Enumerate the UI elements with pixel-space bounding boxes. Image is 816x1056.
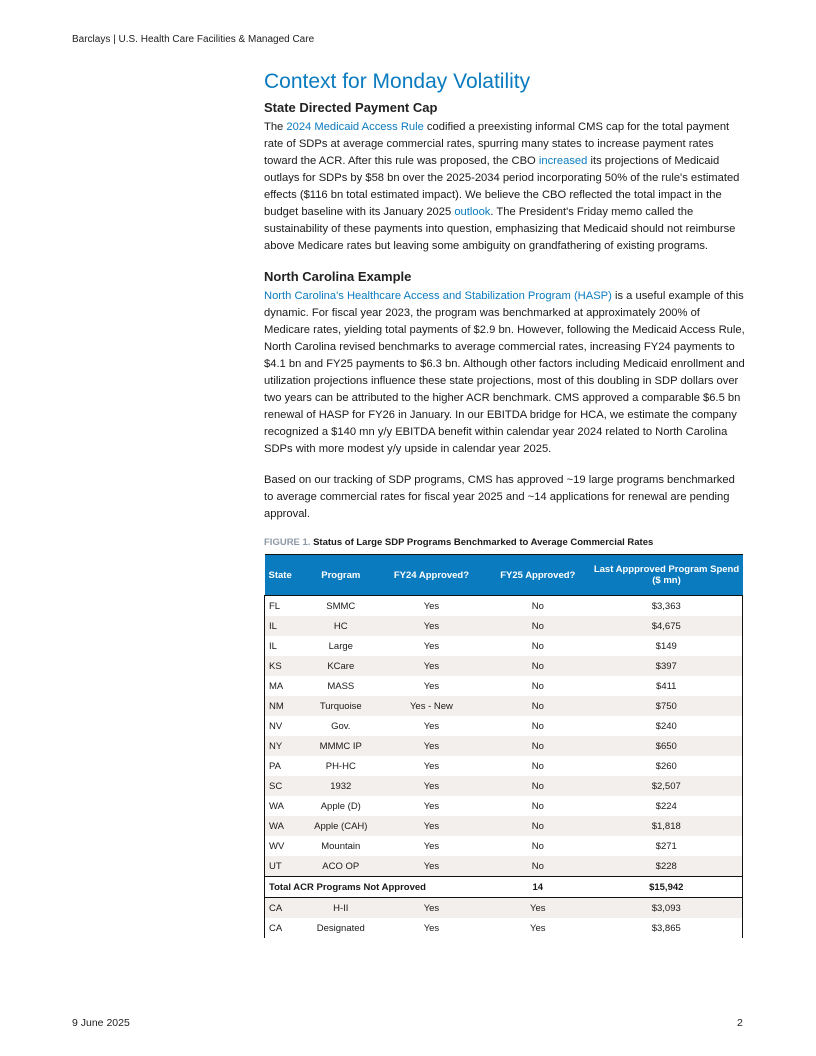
table-row bbox=[265, 616, 743, 636]
table-cell: $3,363 bbox=[651, 600, 681, 612]
table-row bbox=[265, 696, 743, 716]
table-cell: No bbox=[485, 616, 590, 636]
table-cell: MASS bbox=[327, 680, 355, 692]
table-cell: No bbox=[531, 600, 544, 612]
table-cell: WV bbox=[269, 840, 285, 852]
figure-label: FIGURE 1. bbox=[264, 537, 311, 548]
table-row bbox=[265, 836, 743, 856]
table-row bbox=[265, 636, 743, 656]
table-cell: 1932 bbox=[304, 776, 378, 796]
table-cell: Yes bbox=[423, 680, 440, 692]
table-cell: Gov. bbox=[331, 720, 351, 732]
running-header: Barclays | U.S. Health Care Facilities & Managed Care bbox=[72, 34, 315, 45]
table-cell: No bbox=[485, 856, 590, 877]
table-cell: H-II bbox=[304, 898, 378, 919]
table-cell: $2,507 bbox=[591, 776, 743, 796]
figure-caption: Status of Large SDP Programs Benchmarked to Average Commercial Rates bbox=[313, 537, 654, 548]
table-cell: Yes bbox=[530, 922, 546, 934]
table-cell: SC bbox=[265, 776, 304, 796]
table-cell: $149 bbox=[655, 640, 677, 652]
footer-date: 9 June 2025 bbox=[72, 1017, 130, 1029]
table-cell: Yes bbox=[423, 720, 440, 732]
table-cell: Apple (D) bbox=[320, 800, 361, 812]
table-row bbox=[265, 676, 743, 696]
table-cell: MA bbox=[269, 680, 284, 692]
sdp-table bbox=[264, 554, 743, 938]
table-row bbox=[265, 796, 743, 816]
table-cell: KS bbox=[265, 656, 304, 676]
table-cell: No bbox=[485, 816, 590, 836]
table-cell: Large bbox=[328, 640, 353, 652]
table-cell: $260 bbox=[655, 760, 677, 772]
table-row bbox=[265, 656, 743, 676]
table-cell: Turquoise bbox=[304, 696, 378, 716]
table-cell: Yes bbox=[378, 656, 485, 676]
table-cell: Mountain bbox=[321, 840, 361, 852]
table-cell: Yes bbox=[378, 616, 485, 636]
table-cell: $397 bbox=[591, 656, 743, 676]
table-cell: WA bbox=[269, 800, 284, 812]
link-outlook[interactable]: outlook bbox=[454, 206, 491, 218]
table-cell: IL bbox=[265, 616, 304, 636]
column-header: State bbox=[265, 555, 304, 596]
text: . The President's Friday memo called the sustainability of these payments into question, emphasizing that Medicaid should not reimburse above Medicare rates but leaving some ambiguity on grandfathering of existing programs. bbox=[264, 206, 736, 252]
table-cell: $224 bbox=[655, 800, 677, 812]
total-count: 14 bbox=[485, 877, 590, 898]
link-hasp[interactable]: North Carolina's Healthcare Access and Stabilization Program (HASP) bbox=[264, 290, 612, 302]
table-cell: Yes - New bbox=[378, 696, 485, 716]
table-cell: No bbox=[531, 760, 544, 772]
table-cell: Yes bbox=[378, 898, 485, 919]
table-cell: $1,818 bbox=[591, 816, 743, 836]
table-cell: Yes bbox=[378, 856, 485, 877]
column-header: FY24 Approved? bbox=[378, 555, 485, 596]
main-column bbox=[264, 70, 746, 938]
table-cell: Designated bbox=[316, 922, 365, 934]
total-spend: $15,942 bbox=[591, 877, 743, 898]
section-heading: North Carolina Example bbox=[264, 269, 412, 284]
table-cell: Yes bbox=[378, 736, 485, 756]
table-cell: MMMC IP bbox=[304, 736, 378, 756]
table-cell: $3,093 bbox=[591, 898, 743, 919]
table-cell: CA bbox=[265, 898, 304, 919]
table-row bbox=[265, 816, 743, 836]
table-cell: $650 bbox=[591, 736, 743, 756]
table-cell: No bbox=[485, 696, 590, 716]
table-row bbox=[265, 856, 743, 877]
paragraph-nc bbox=[264, 288, 746, 458]
paragraph-sdp-cap bbox=[264, 119, 746, 255]
table-cell: Yes bbox=[423, 800, 440, 812]
link-increased[interactable]: increased bbox=[538, 155, 588, 167]
text: The bbox=[264, 121, 287, 133]
column-header: FY25 Approved? bbox=[485, 555, 590, 596]
paragraph-tracking: Based on our tracking of SDP programs, CMS has approved ~19 large programs benchmarked to average commercial rates for fiscal year 2025 and ~14 applications for renewal are pending approval. bbox=[264, 474, 735, 520]
table-cell: UT bbox=[265, 856, 304, 877]
table-cell: $228 bbox=[591, 856, 743, 877]
table-cell: No bbox=[531, 640, 544, 652]
table-cell: No bbox=[531, 840, 544, 852]
text: codified a preexisting informal CMS cap for the total payment rate of SDPs at average commercial rates, spurring many states to increase payment rates toward the ACR. After this rule was proposed, the CBO bbox=[264, 121, 730, 167]
table-row bbox=[265, 898, 743, 919]
page-number: 2 bbox=[737, 1017, 743, 1029]
table-row bbox=[265, 776, 743, 796]
table-cell: SMMC bbox=[326, 600, 356, 612]
figure-title bbox=[264, 537, 746, 548]
table-cell: $750 bbox=[591, 696, 743, 716]
table-row bbox=[265, 716, 743, 736]
section-heading: State Directed Payment Cap bbox=[264, 100, 438, 115]
table-cell: No bbox=[531, 680, 544, 692]
table-row bbox=[265, 918, 743, 938]
total-label: Total ACR Programs Not Approved bbox=[265, 877, 486, 898]
table-cell: No bbox=[485, 736, 590, 756]
table-cell: No bbox=[531, 800, 544, 812]
table-cell: $240 bbox=[655, 720, 677, 732]
table-cell: Yes bbox=[378, 776, 485, 796]
table-cell: Yes bbox=[423, 840, 440, 852]
table-cell: Apple (CAH) bbox=[304, 816, 378, 836]
table-row bbox=[265, 736, 743, 756]
link-medicaid-access-rule[interactable]: 2024 Medicaid Access Rule bbox=[286, 121, 424, 133]
table-cell: No bbox=[485, 776, 590, 796]
table-cell: IL bbox=[269, 640, 277, 652]
table-cell: Yes bbox=[423, 640, 440, 652]
table-row bbox=[265, 756, 743, 776]
table-cell: Yes bbox=[378, 816, 485, 836]
table-cell: KCare bbox=[304, 656, 378, 676]
table-cell: $4,675 bbox=[591, 616, 743, 636]
table-cell: CA bbox=[269, 922, 283, 934]
total-row bbox=[265, 877, 743, 898]
table-cell: $3,865 bbox=[651, 922, 681, 934]
table-cell: Yes bbox=[423, 760, 440, 772]
table-cell: HC bbox=[304, 616, 378, 636]
table-cell: PA bbox=[269, 760, 281, 772]
table-cell: NV bbox=[269, 720, 283, 732]
table-cell: PH-HC bbox=[325, 760, 356, 772]
table-cell: No bbox=[485, 656, 590, 676]
table-cell: $411 bbox=[656, 680, 677, 692]
table-cell: NM bbox=[265, 696, 304, 716]
text: is a useful example of this dynamic. For fiscal year 2023, the program was benchmarked at approximately 200% of Medicare rates, yielding total payments of $2.9 bn. However, following the Medicaid Access Rule, North Carolina revised benchmarks to average commercial rates, increasing FY24 payments to $4.1 bn and FY25 payments to $6.3 bn. Although other factors including Medicaid enrollment and utilization projections influence these state projections, most of this doubling in SDP dollars over two years can be attributed to the higher ACR benchmark. CMS approved a comparable $6.5 bn renewal of HASP for FY26 in January. In our EBITDA bridge for HCA, we estimate the company recognized a $140 mn y/y EBITDA benefit within calendar year 2024 related to North Carolina SDPs with more modest y/y upside in calendar year 2025. bbox=[264, 290, 745, 455]
table-cell: Yes bbox=[423, 922, 440, 934]
table-cell: No bbox=[531, 720, 544, 732]
table-row bbox=[265, 596, 743, 617]
table-cell: Yes bbox=[423, 600, 440, 612]
table-cell: NY bbox=[265, 736, 304, 756]
text: its projections of Medicaid outlays for SDPs by $58 bn over the 2025-2034 period incorporating 50% of the rule's estimated effects ($116 bn total estimated impact). We believe the CBO reflected the total impact in the budget baseline with its January 2025 bbox=[264, 155, 740, 218]
table-cell: FL bbox=[269, 600, 281, 612]
table-cell: Yes bbox=[485, 898, 590, 919]
page-title: Context for Monday Volatility bbox=[264, 70, 531, 93]
table-cell: $271 bbox=[655, 840, 677, 852]
table-cell: WA bbox=[265, 816, 304, 836]
table-cell: ACO OP bbox=[304, 856, 378, 877]
column-header: Last Appproved Program Spend ($ mn) bbox=[591, 555, 743, 596]
column-header: Program bbox=[304, 555, 378, 596]
